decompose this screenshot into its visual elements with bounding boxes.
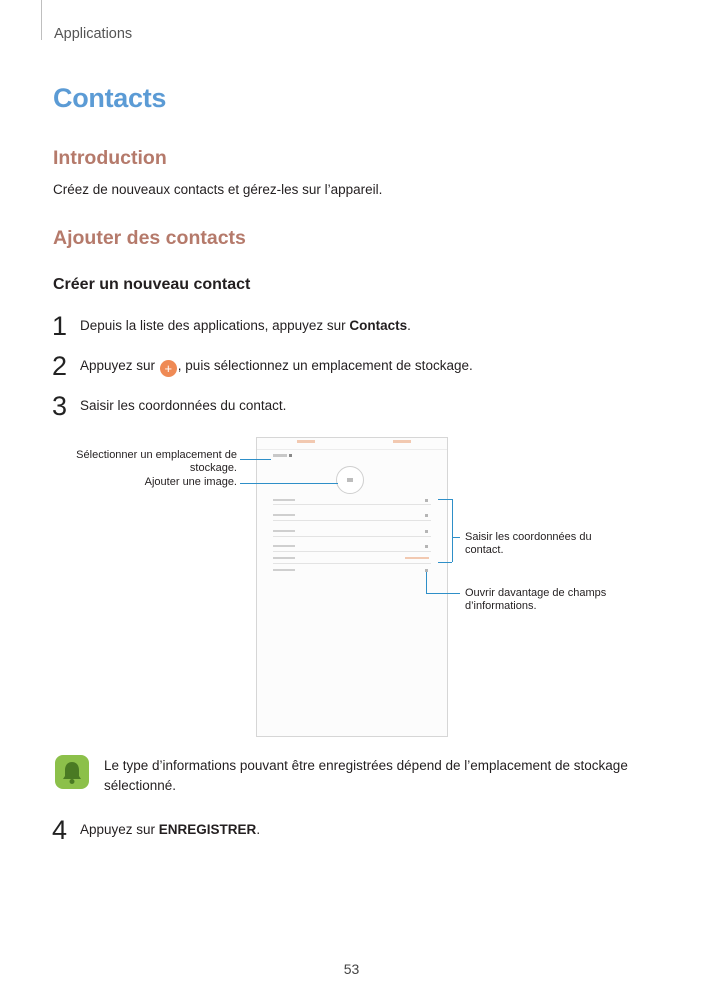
- screenshot-field-label: [273, 557, 295, 559]
- callout-bracket-bottom: [438, 562, 452, 563]
- step-text-part: Appuyez sur: [80, 358, 159, 373]
- screenshot-chevron-icon: [425, 530, 428, 533]
- callout-line-storage: [240, 459, 271, 460]
- callout-line-image: [240, 483, 338, 484]
- callout-storage: Sélectionner un emplacement de stockage.: [76, 449, 237, 474]
- step-text-part: Appuyez sur: [80, 822, 159, 837]
- callout-image: Ajouter une image.: [144, 476, 237, 488]
- screenshot-field-divider: [273, 520, 431, 521]
- screenshot-field-label: [273, 545, 295, 547]
- step-number: 4: [52, 815, 68, 845]
- step-text-part: , puis sélectionnez un emplacement de stockage.: [177, 358, 473, 373]
- contact-form-screenshot: [256, 437, 448, 737]
- screenshot-field-divider: [273, 536, 431, 537]
- step-text: Saisir les coordonnées du contact.: [80, 398, 287, 413]
- screenshot-save-tab: [393, 440, 411, 443]
- bell-glyph: [55, 755, 89, 789]
- step-text: [80, 822, 260, 837]
- screenshot-chevron-icon: [425, 545, 428, 548]
- step-number: 1: [52, 311, 68, 341]
- screenshot-avatar: [336, 466, 364, 494]
- screenshot-cancel-tab: [297, 440, 315, 443]
- camera-icon: [347, 478, 353, 482]
- subheading-create-contact: Créer un nouveau contact: [53, 276, 251, 293]
- step-text: [80, 358, 473, 377]
- step-text: [80, 318, 411, 333]
- bell-icon: [55, 755, 89, 789]
- intro-paragraph: Créez de nouveaux contacts et gérez-les sur l’appareil.: [53, 182, 383, 197]
- callout-line-more: [426, 593, 460, 594]
- screenshot-action-bar: [257, 438, 447, 450]
- screenshot-field-divider: [273, 504, 431, 505]
- screenshot-field-divider: [273, 563, 431, 564]
- margin-rule: [41, 0, 42, 40]
- callout-bracket-top: [438, 499, 452, 500]
- page-number: 53: [343, 961, 360, 977]
- screenshot-chevron-icon: [425, 499, 428, 502]
- callout-line-details: [452, 537, 460, 538]
- screenshot-field-divider: [273, 551, 431, 552]
- screenshot-accent-field: [405, 557, 429, 559]
- page-title: Contacts: [53, 83, 167, 113]
- step-text-part: .: [407, 318, 411, 333]
- screenshot-storage-selector: [273, 454, 287, 457]
- screenshot-caret-icon: [289, 454, 292, 457]
- step-number: 3: [52, 391, 68, 421]
- screenshot-more-fields: [273, 569, 295, 571]
- section-heading-introduction: Introduction: [53, 147, 167, 169]
- callout-more-fields: Ouvrir davantage de champs d’informations.: [465, 587, 607, 612]
- note-text: Le type d’informations pouvant être enregistrées dépend de l’emplacement de stockage sélectionné.: [104, 758, 628, 793]
- screenshot-field-label: [273, 514, 295, 516]
- step-number: 2: [52, 351, 68, 381]
- section-heading-add-contacts: Ajouter des contacts: [53, 227, 246, 249]
- step-emphasis: ENREGISTRER: [158, 822, 257, 837]
- step-emphasis: Contacts: [349, 318, 408, 333]
- plus-icon: +: [160, 360, 177, 377]
- callout-details: Saisir les coordonnées du contact.: [465, 531, 592, 556]
- screenshot-field-label: [273, 530, 295, 532]
- step-text-part: .: [256, 822, 261, 837]
- screenshot-field-label: [273, 499, 295, 501]
- screenshot-chevron-icon: [425, 514, 428, 517]
- running-head: Applications: [54, 26, 133, 42]
- callout-bracket-vertical: [452, 499, 453, 562]
- callout-line-more-vertical: [426, 572, 427, 593]
- step-text-part: Depuis la liste des applications, appuyez sur: [80, 318, 350, 333]
